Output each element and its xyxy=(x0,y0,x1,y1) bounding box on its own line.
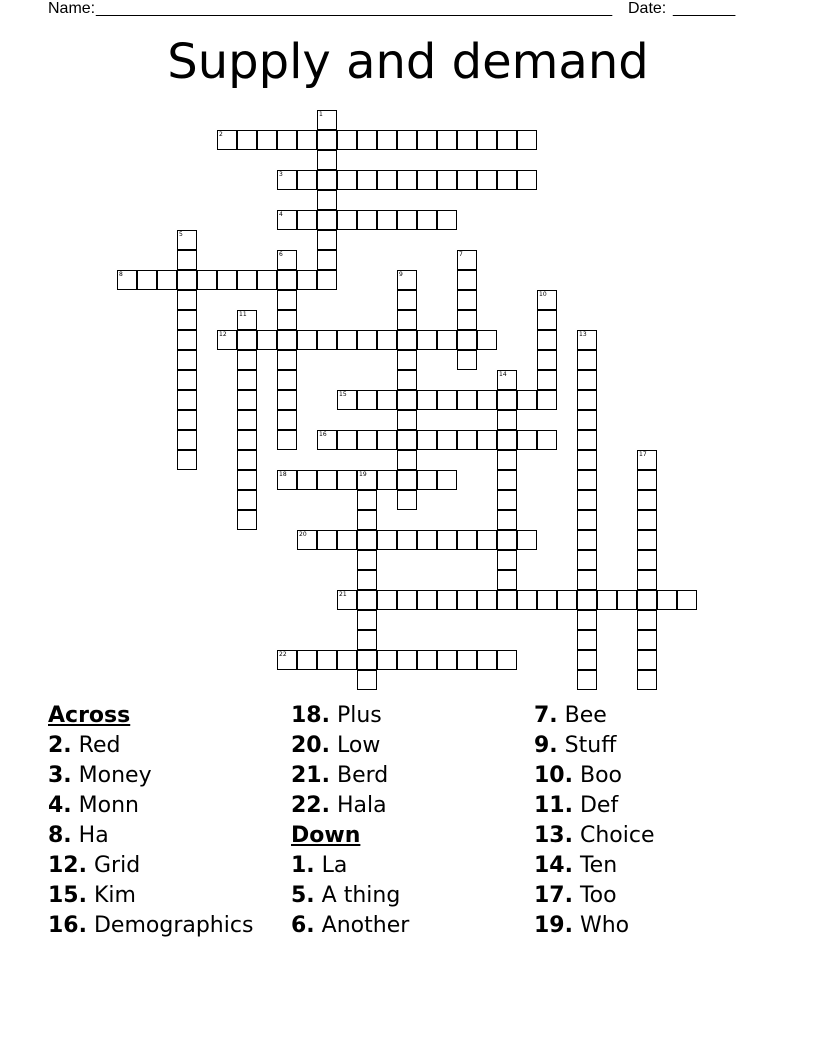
grid-cell[interactable] xyxy=(477,170,497,190)
grid-cell[interactable] xyxy=(657,590,677,610)
clue-across-12: 12. Grid xyxy=(48,853,141,878)
grid-cell[interactable] xyxy=(317,470,337,490)
grid-cell[interactable] xyxy=(377,650,397,670)
grid-cell[interactable] xyxy=(397,490,417,510)
grid-cell[interactable] xyxy=(397,370,417,390)
clue-down-14: 14. Ten xyxy=(534,853,618,878)
grid-cell[interactable] xyxy=(277,170,297,190)
clue-number: 4 xyxy=(279,211,283,218)
clue-across-21: 21. Berd xyxy=(291,763,389,788)
grid-cell[interactable] xyxy=(337,330,357,350)
grid-cell[interactable] xyxy=(337,590,357,610)
clue-down-5: 5. A thing xyxy=(291,883,401,908)
grid-cell[interactable] xyxy=(337,650,357,670)
grid-cell[interactable] xyxy=(417,170,437,190)
grid-cell[interactable] xyxy=(317,330,337,350)
grid-cell[interactable] xyxy=(437,590,457,610)
grid-cell[interactable] xyxy=(217,330,237,350)
grid-cell[interactable] xyxy=(497,550,517,570)
grid-cell[interactable] xyxy=(497,130,517,150)
grid-cell[interactable] xyxy=(237,510,257,530)
grid-cell[interactable] xyxy=(577,350,597,370)
clue-down-6: 6. Another xyxy=(291,913,410,938)
clue-down-7: 7. Bee xyxy=(534,703,607,728)
grid-cell[interactable] xyxy=(477,530,497,550)
page-title: Supply and demand xyxy=(167,34,649,90)
grid-cell[interactable] xyxy=(677,590,697,610)
grid-cell[interactable] xyxy=(577,470,597,490)
clue-number: 22 xyxy=(279,651,287,658)
grid-cell[interactable] xyxy=(397,650,417,670)
grid-cell[interactable] xyxy=(497,430,517,450)
clue-across-22: 22. Hala xyxy=(291,793,387,818)
clue-down-1: 1. La xyxy=(291,853,348,878)
grid-cell[interactable] xyxy=(577,610,597,630)
grid-cell[interactable] xyxy=(457,330,477,350)
grid-cell[interactable] xyxy=(577,510,597,530)
clue-number: 17 xyxy=(639,451,647,458)
grid-cell[interactable] xyxy=(577,590,597,610)
grid-cell[interactable] xyxy=(417,530,437,550)
grid-cell[interactable] xyxy=(117,270,137,290)
grid-cell[interactable] xyxy=(237,350,257,370)
grid-cell[interactable] xyxy=(197,270,217,290)
grid-cell[interactable] xyxy=(297,210,317,230)
grid-cell[interactable] xyxy=(357,650,377,670)
grid-cell[interactable] xyxy=(637,510,657,530)
grid-cell[interactable] xyxy=(497,410,517,430)
grid-cell[interactable] xyxy=(457,250,477,270)
grid-cell[interactable] xyxy=(317,170,337,190)
grid-cell[interactable] xyxy=(237,470,257,490)
date-label: Date: xyxy=(628,0,667,17)
clue-number: 7 xyxy=(459,251,463,258)
grid-cell[interactable] xyxy=(297,130,317,150)
grid-cell[interactable] xyxy=(357,390,377,410)
grid-cell[interactable] xyxy=(497,390,517,410)
grid-cell[interactable] xyxy=(277,350,297,370)
grid-cell[interactable] xyxy=(177,410,197,430)
grid-cell[interactable] xyxy=(357,590,377,610)
grid-cell[interactable] xyxy=(497,510,517,530)
grid-cell[interactable] xyxy=(297,270,317,290)
grid-cell[interactable] xyxy=(477,590,497,610)
grid-cell[interactable] xyxy=(637,650,657,670)
grid-cell[interactable] xyxy=(177,330,197,350)
grid-cell[interactable] xyxy=(577,630,597,650)
clue-number: 10 xyxy=(539,291,547,298)
grid-cell[interactable] xyxy=(397,350,417,370)
grid-cell[interactable] xyxy=(317,150,337,170)
grid-cell[interactable] xyxy=(457,130,477,150)
grid-cell[interactable] xyxy=(377,530,397,550)
grid-cell[interactable] xyxy=(277,410,297,430)
grid-cell[interactable] xyxy=(237,390,257,410)
grid-cell[interactable] xyxy=(457,650,477,670)
clue-number: 18 xyxy=(279,471,287,478)
grid-cell[interactable] xyxy=(317,430,337,450)
grid-cell[interactable] xyxy=(297,530,317,550)
grid-cell[interactable] xyxy=(497,650,517,670)
clue-across-15: 15. Kim xyxy=(48,883,136,908)
grid-cell[interactable] xyxy=(537,310,557,330)
grid-cell[interactable] xyxy=(577,390,597,410)
grid-cell[interactable] xyxy=(397,450,417,470)
clue-number: 11 xyxy=(239,311,247,318)
grid-cell[interactable] xyxy=(417,390,437,410)
grid-cell[interactable] xyxy=(417,650,437,670)
grid-cell[interactable] xyxy=(557,590,577,610)
grid-cell[interactable] xyxy=(637,530,657,550)
clue-across-2: 2. Red xyxy=(48,733,121,758)
grid-cell[interactable] xyxy=(277,470,297,490)
clue-down-19: 19. Who xyxy=(534,913,630,938)
grid-cell[interactable] xyxy=(577,410,597,430)
grid-cell[interactable] xyxy=(457,430,477,450)
grid-cell[interactable] xyxy=(317,530,337,550)
grid-cell[interactable] xyxy=(357,670,377,690)
grid-cell[interactable] xyxy=(257,270,277,290)
grid-cell[interactable] xyxy=(517,130,537,150)
grid-cell[interactable] xyxy=(357,430,377,450)
clue-across-4: 4. Monn xyxy=(48,793,139,818)
grid-cell[interactable] xyxy=(297,330,317,350)
grid-cell[interactable] xyxy=(377,210,397,230)
grid-cell[interactable] xyxy=(177,350,197,370)
grid-cell[interactable] xyxy=(537,370,557,390)
grid-cell[interactable] xyxy=(157,270,177,290)
grid-cell[interactable] xyxy=(517,590,537,610)
grid-cell[interactable] xyxy=(597,590,617,610)
grid-cell[interactable] xyxy=(397,290,417,310)
grid-cell[interactable] xyxy=(397,590,417,610)
grid-cell[interactable] xyxy=(357,610,377,630)
grid-cell[interactable] xyxy=(637,590,657,610)
grid-cell[interactable] xyxy=(417,430,437,450)
grid-cell[interactable] xyxy=(457,170,477,190)
grid-cell[interactable] xyxy=(497,570,517,590)
grid-cell[interactable] xyxy=(397,310,417,330)
grid-cell[interactable] xyxy=(377,130,397,150)
grid-cell[interactable] xyxy=(497,470,517,490)
grid-cell[interactable] xyxy=(537,290,557,310)
grid-cell[interactable] xyxy=(537,430,557,450)
grid-cell[interactable] xyxy=(437,470,457,490)
grid-cell[interactable] xyxy=(437,210,457,230)
grid-cell[interactable] xyxy=(437,530,457,550)
grid-cell[interactable] xyxy=(237,410,257,430)
grid-cell[interactable] xyxy=(297,470,317,490)
clue-number: 1 xyxy=(319,111,323,118)
grid-cell[interactable] xyxy=(377,390,397,410)
grid-cell[interactable] xyxy=(497,530,517,550)
grid-cell[interactable] xyxy=(637,630,657,650)
grid-cell[interactable] xyxy=(357,490,377,510)
grid-cell[interactable] xyxy=(177,310,197,330)
date-line: _______ xyxy=(673,0,736,17)
clue-number: 20 xyxy=(299,531,307,538)
grid-cell[interactable] xyxy=(457,290,477,310)
grid-cell[interactable] xyxy=(577,370,597,390)
grid-cell[interactable] xyxy=(357,470,377,490)
grid-cell[interactable] xyxy=(317,110,337,130)
grid-cell[interactable] xyxy=(437,130,457,150)
clue-across-18: 18. Plus xyxy=(291,703,382,728)
grid-cell[interactable] xyxy=(397,170,417,190)
grid-cell[interactable] xyxy=(577,650,597,670)
grid-cell[interactable] xyxy=(537,330,557,350)
grid-cell[interactable] xyxy=(397,210,417,230)
grid-cell[interactable] xyxy=(257,330,277,350)
grid-cell[interactable] xyxy=(497,490,517,510)
grid-cell[interactable] xyxy=(357,170,377,190)
clue-down-13: 13. Choice xyxy=(534,823,655,848)
grid-cell[interactable] xyxy=(317,650,337,670)
grid-cell[interactable] xyxy=(637,610,657,630)
grid-cell[interactable] xyxy=(357,570,377,590)
grid-cell[interactable] xyxy=(177,390,197,410)
grid-cell[interactable] xyxy=(237,310,257,330)
across-heading: Across xyxy=(48,703,131,728)
grid-cell[interactable] xyxy=(437,650,457,670)
grid-cell[interactable] xyxy=(637,570,657,590)
grid-cell[interactable] xyxy=(237,330,257,350)
grid-cell[interactable] xyxy=(357,130,377,150)
grid-cell[interactable] xyxy=(337,210,357,230)
grid-cell[interactable] xyxy=(397,390,417,410)
grid-cell[interactable] xyxy=(577,430,597,450)
grid-cell[interactable] xyxy=(437,170,457,190)
grid-cell[interactable] xyxy=(577,550,597,570)
grid-cell[interactable] xyxy=(177,450,197,470)
clue-down-11: 11. Def xyxy=(534,793,619,818)
grid-cell[interactable] xyxy=(477,130,497,150)
grid-cell[interactable] xyxy=(497,170,517,190)
clue-number: 16 xyxy=(319,431,327,438)
grid-cell[interactable] xyxy=(397,130,417,150)
grid-cell[interactable] xyxy=(277,130,297,150)
clue-down-10: 10. Boo xyxy=(534,763,622,788)
clue-number: 15 xyxy=(339,391,347,398)
grid-cell[interactable] xyxy=(377,430,397,450)
grid-cell[interactable] xyxy=(497,370,517,390)
grid-cell[interactable] xyxy=(377,590,397,610)
grid-cell[interactable] xyxy=(477,430,497,450)
clue-number: 12 xyxy=(219,331,227,338)
grid-cell[interactable] xyxy=(297,170,317,190)
clue-across-16: 16. Demographics xyxy=(48,913,254,938)
clue-number: 19 xyxy=(359,471,367,478)
grid-cell[interactable] xyxy=(237,270,257,290)
grid-cell[interactable] xyxy=(317,250,337,270)
grid-cell[interactable] xyxy=(477,650,497,670)
grid-cell[interactable] xyxy=(577,530,597,550)
clue-number: 5 xyxy=(179,231,183,238)
grid-cell[interactable] xyxy=(277,650,297,670)
grid-cell[interactable] xyxy=(357,630,377,650)
grid-cell[interactable] xyxy=(537,590,557,610)
grid-cell[interactable] xyxy=(277,290,297,310)
grid-cell[interactable] xyxy=(417,210,437,230)
grid-cell[interactable] xyxy=(577,670,597,690)
grid-cell[interactable] xyxy=(517,170,537,190)
grid-cell[interactable] xyxy=(417,330,437,350)
grid-cell[interactable] xyxy=(357,210,377,230)
grid-cell[interactable] xyxy=(417,130,437,150)
grid-cell[interactable] xyxy=(277,370,297,390)
grid-cell[interactable] xyxy=(337,390,357,410)
grid-cell[interactable] xyxy=(577,570,597,590)
grid-cell[interactable] xyxy=(237,130,257,150)
down-heading: Down xyxy=(291,823,361,848)
grid-cell[interactable] xyxy=(437,390,457,410)
grid-cell[interactable] xyxy=(457,590,477,610)
grid-cell[interactable] xyxy=(637,470,657,490)
grid-cell[interactable] xyxy=(337,130,357,150)
grid-cell[interactable] xyxy=(177,290,197,310)
grid-cell[interactable] xyxy=(357,330,377,350)
grid-cell[interactable] xyxy=(277,430,297,450)
clue-column-2 xyxy=(291,701,531,941)
grid-cell[interactable] xyxy=(317,210,337,230)
grid-cell[interactable] xyxy=(397,430,417,450)
grid-cell[interactable] xyxy=(377,330,397,350)
grid-cell[interactable] xyxy=(457,350,477,370)
grid-cell[interactable] xyxy=(317,190,337,210)
grid-cell[interactable] xyxy=(397,330,417,350)
grid-cell[interactable] xyxy=(397,270,417,290)
clue-number: 14 xyxy=(499,371,507,378)
grid-cell[interactable] xyxy=(177,430,197,450)
grid-cell[interactable] xyxy=(317,130,337,150)
grid-cell[interactable] xyxy=(337,470,357,490)
name-line: __________________________________________________________ xyxy=(96,0,613,17)
grid-cell[interactable] xyxy=(217,130,237,150)
grid-cell[interactable] xyxy=(337,430,357,450)
grid-cell[interactable] xyxy=(637,550,657,570)
grid-cell[interactable] xyxy=(537,390,557,410)
grid-cell[interactable] xyxy=(417,470,437,490)
grid-cell[interactable] xyxy=(517,530,537,550)
grid-cell[interactable] xyxy=(577,330,597,350)
grid-cell[interactable] xyxy=(317,270,337,290)
grid-cell[interactable] xyxy=(137,270,157,290)
grid-cell[interactable] xyxy=(237,450,257,470)
grid-cell[interactable] xyxy=(217,270,237,290)
clue-number: 9 xyxy=(399,271,403,278)
grid-cell[interactable] xyxy=(637,670,657,690)
clue-column-1 xyxy=(48,701,288,941)
clue-number: 8 xyxy=(119,271,123,278)
grid-cell[interactable] xyxy=(177,250,197,270)
grid-cell[interactable] xyxy=(457,270,477,290)
grid-cell[interactable] xyxy=(257,130,277,150)
grid-cell[interactable] xyxy=(357,550,377,570)
grid-cell[interactable] xyxy=(337,170,357,190)
grid-cell[interactable] xyxy=(177,370,197,390)
grid-cell[interactable] xyxy=(637,490,657,510)
grid-cell[interactable] xyxy=(237,430,257,450)
grid-cell[interactable] xyxy=(177,270,197,290)
clue-number: 6 xyxy=(279,251,283,258)
grid-cell[interactable] xyxy=(397,470,417,490)
clue-down-17: 17. Too xyxy=(534,883,617,908)
grid-cell[interactable] xyxy=(277,330,297,350)
grid-cell[interactable] xyxy=(477,390,497,410)
grid-cell[interactable] xyxy=(417,590,437,610)
grid-cell[interactable] xyxy=(377,470,397,490)
grid-cell[interactable] xyxy=(577,450,597,470)
grid-cell[interactable] xyxy=(457,390,477,410)
grid-cell[interactable] xyxy=(277,390,297,410)
grid-cell[interactable] xyxy=(437,330,457,350)
grid-cell[interactable] xyxy=(437,430,457,450)
grid-cell[interactable] xyxy=(377,170,397,190)
clue-number: 13 xyxy=(579,331,587,338)
clue-across-3: 3. Money xyxy=(48,763,152,788)
grid-cell[interactable] xyxy=(317,230,337,250)
grid-cell[interactable] xyxy=(637,450,657,470)
grid-cell[interactable] xyxy=(577,490,597,510)
grid-cell[interactable] xyxy=(397,530,417,550)
grid-cell[interactable] xyxy=(537,350,557,370)
grid-cell[interactable] xyxy=(277,310,297,330)
grid-cell[interactable] xyxy=(277,270,297,290)
grid-cell[interactable] xyxy=(517,430,537,450)
grid-cell[interactable] xyxy=(357,510,377,530)
grid-cell[interactable] xyxy=(237,490,257,510)
grid-cell[interactable] xyxy=(617,590,637,610)
grid-cell[interactable] xyxy=(457,530,477,550)
grid-cell[interactable] xyxy=(357,530,377,550)
grid-cell[interactable] xyxy=(457,310,477,330)
grid-cell[interactable] xyxy=(277,250,297,270)
clue-column-3 xyxy=(534,701,774,941)
grid-cell[interactable] xyxy=(397,410,417,430)
grid-cell[interactable] xyxy=(297,650,317,670)
clue-across-8: 8. Ha xyxy=(48,823,109,848)
clue-number: 21 xyxy=(339,591,347,598)
clue-down-9: 9. Stuff xyxy=(534,733,617,758)
clue-number: 2 xyxy=(219,131,223,138)
clue-number: 3 xyxy=(279,171,283,178)
clue-across-20: 20. Low xyxy=(291,733,381,758)
name-label: Name: xyxy=(48,0,96,17)
grid-cell[interactable] xyxy=(477,330,497,350)
grid-cell[interactable] xyxy=(517,390,537,410)
grid-cell[interactable] xyxy=(177,230,197,250)
grid-cell[interactable] xyxy=(337,530,357,550)
grid-cell[interactable] xyxy=(497,450,517,470)
grid-cell[interactable] xyxy=(277,210,297,230)
grid-cell[interactable] xyxy=(497,590,517,610)
grid-cell[interactable] xyxy=(237,370,257,390)
